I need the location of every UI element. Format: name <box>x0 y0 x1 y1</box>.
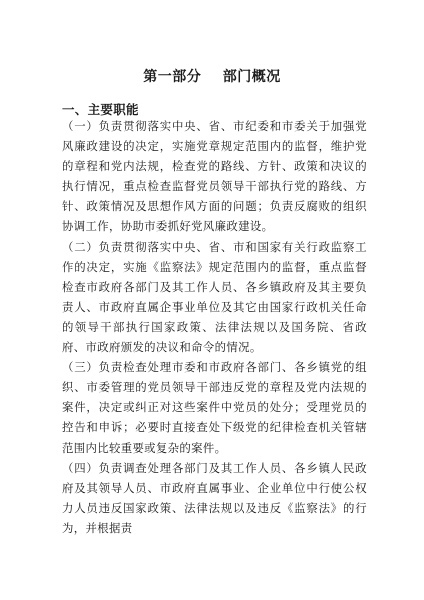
page-title: 第一部分 部门概况 <box>143 69 281 85</box>
paragraph-3: （三）负责检查处理市委和市政府各部门、各乡镇党的组织、市委管理的党员领导干部违反党的章程及党内法规的案件，决定或纠正对这些案件中党员的处分；受理党员的控告和申诉；必要时直接查处下级党的纪律检查机关管辖范围内比较重要或复杂的案件。 <box>62 360 367 455</box>
paragraph-2: （二）负责贯彻落实中央、省、市和国家有关行政监察工作的决定，实施《监察法》规定范围内的监督，重点监督检查市政府各部门及其工作人员、各乡镇政府及其主要负责人、市政府直属企事业单位及其它由国家行政机关任命的领导干部执行国家政策、法律法规以及国务院、省政府、市政府颁发的决议和命令的情况。 <box>62 239 367 355</box>
section-heading: 一、主要职能 <box>62 102 139 117</box>
paragraph-1: （一）负责贯彻落实中央、省、市纪委和市委关于加强党风廉政建设的决定，实施党章规定范围内的监督，维护党的章程和党内法规，检查党的路线、方针、政策和决议的执行情况，重点检查监督党员领导干部执行党的路线、方针、政策情况及思想作风方面的问题；负责反腐败的组织协调工作，协助市委抓好党风廉政建设。 <box>62 119 367 234</box>
document-body <box>62 116 367 538</box>
paragraph-4: （四）负责调查处理各部门及其工作人员、各乡镇人民政府及其领导人员、市政府直属事业、企业单位中行使公权力人员违反国家政策、法律法规以及违反《监察法》的行为，并根据责 <box>62 460 367 535</box>
